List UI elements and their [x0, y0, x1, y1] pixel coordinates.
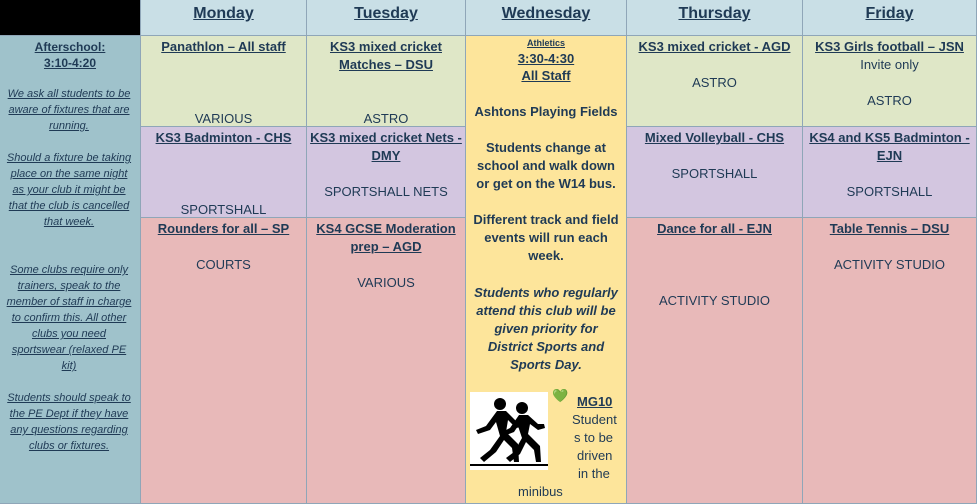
activity-title: KS3 Badminton - CHS: [155, 130, 292, 145]
activity-location: COURTS: [196, 257, 251, 272]
minibus-line: s to be: [574, 430, 614, 445]
heart-icon: 💚: [552, 388, 569, 403]
note-cancel: Should a fixture be taking place on the same night as your club it might be that the club is cancelled that week.: [6, 152, 132, 228]
activity-title: Dance for all - EJN: [657, 221, 772, 236]
activity-location: SPORTSHALL: [846, 184, 933, 199]
activity-location: SPORTSHALL NETS: [324, 184, 448, 199]
athletics-time: 3:30-4:30: [517, 51, 575, 66]
monday-slot-2: [141, 127, 307, 218]
note-fixtures: We ask all students to be aware of fixtures that are running.: [7, 88, 131, 132]
header-tuesday: Tuesday: [307, 0, 466, 36]
info-line: school and walk down: [477, 158, 615, 173]
thursday-slot-1: [627, 36, 803, 127]
tuesday-slot-1: [307, 36, 466, 127]
afterschool-title: Afterschool:: [34, 40, 106, 54]
activity-title-line2: EJN: [876, 148, 903, 163]
minibus-line: in the: [578, 466, 610, 481]
activity-title: Table Tennis – DSU: [829, 221, 950, 236]
activity-title: Mixed Volleyball - CHS: [644, 130, 785, 145]
activity-note: Invite only: [860, 57, 919, 72]
athletics-venue: Ashtons Playing Fields: [474, 104, 618, 119]
activity-title-line2: Matches – DSU: [339, 57, 433, 72]
priority-line: Sports Day.: [510, 357, 582, 372]
header-monday: Monday: [141, 0, 307, 36]
activity-title: KS4 GCSE Moderation: [316, 221, 456, 236]
minibus-line: minibus: [518, 484, 563, 499]
activity-title: KS3 Girls football – JSN: [815, 39, 964, 54]
monday-slot-3: [141, 218, 307, 504]
header-wednesday: Wednesday: [466, 0, 627, 36]
info-line: or get on the W14 bus.: [476, 176, 616, 191]
tuesday-slot-2: [307, 127, 466, 218]
priority-line: Students who regularly: [474, 285, 618, 300]
activity-title: KS3 mixed cricket Nets -: [310, 130, 462, 145]
activity-title: KS4 and KS5 Badminton -: [809, 130, 970, 145]
activity-location: ASTRO: [363, 111, 409, 126]
note-kit: Some clubs require only trainers, speak to the member of staff in charge to confirm this. All other clubs you need sportswear (relaxed PE kit): [6, 264, 132, 372]
thursday-slot-2: [627, 127, 803, 218]
priority-line: given priority for: [494, 321, 598, 336]
friday-slot-1: [803, 36, 977, 127]
activity-title-line2: prep – AGD: [350, 239, 422, 254]
info-line: events will run each: [484, 230, 608, 245]
minibus-line: Student: [572, 412, 617, 427]
activity-location: ACTIVITY STUDIO: [659, 293, 770, 308]
info-line: week.: [528, 248, 564, 263]
priority-line: District Sports and: [487, 339, 605, 354]
runners-image: [470, 392, 548, 470]
header-friday: Friday: [803, 0, 977, 36]
activity-location: SPORTSHALL: [180, 202, 267, 217]
friday-slot-3: [803, 218, 977, 504]
activity-title: Rounders for all – SP: [157, 221, 290, 236]
activity-location: VARIOUS: [357, 275, 415, 290]
activity-title: KS3 mixed cricket: [329, 39, 442, 54]
header-thursday: Thursday: [627, 0, 803, 36]
info-line: Different track and field: [473, 212, 619, 227]
friday-slot-2: [803, 127, 977, 218]
header-corner: [0, 0, 141, 36]
mg10-label: MG10: [577, 394, 613, 409]
afterschool-info: [0, 36, 141, 504]
activity-title: KS3 mixed cricket - AGD: [638, 39, 791, 54]
activity-location: SPORTSHALL: [671, 166, 758, 181]
thursday-slot-3: [627, 218, 803, 504]
afterschool-time: 3:10-4:20: [43, 56, 97, 70]
activity-location: ASTRO: [867, 93, 912, 108]
activity-location: ASTRO: [692, 75, 737, 90]
info-line: Students change at: [486, 140, 606, 155]
minibus-line: driven: [577, 448, 613, 463]
activity-location: VARIOUS: [194, 111, 253, 126]
activity-location: ACTIVITY STUDIO: [834, 257, 945, 272]
tuesday-slot-3: [307, 218, 466, 504]
priority-line: attend this club will be: [476, 303, 616, 318]
athletics-staff: All Staff: [521, 68, 571, 83]
activity-title: Panathlon – All staff: [161, 39, 286, 54]
monday-slot-1: [141, 36, 307, 127]
activity-title-line2: DMY: [371, 148, 401, 163]
note-questions: Students should speak to the PE Dept if they have any questions regarding clubs or fixtures.: [7, 392, 131, 452]
athletics-label: Athletics: [526, 38, 565, 48]
